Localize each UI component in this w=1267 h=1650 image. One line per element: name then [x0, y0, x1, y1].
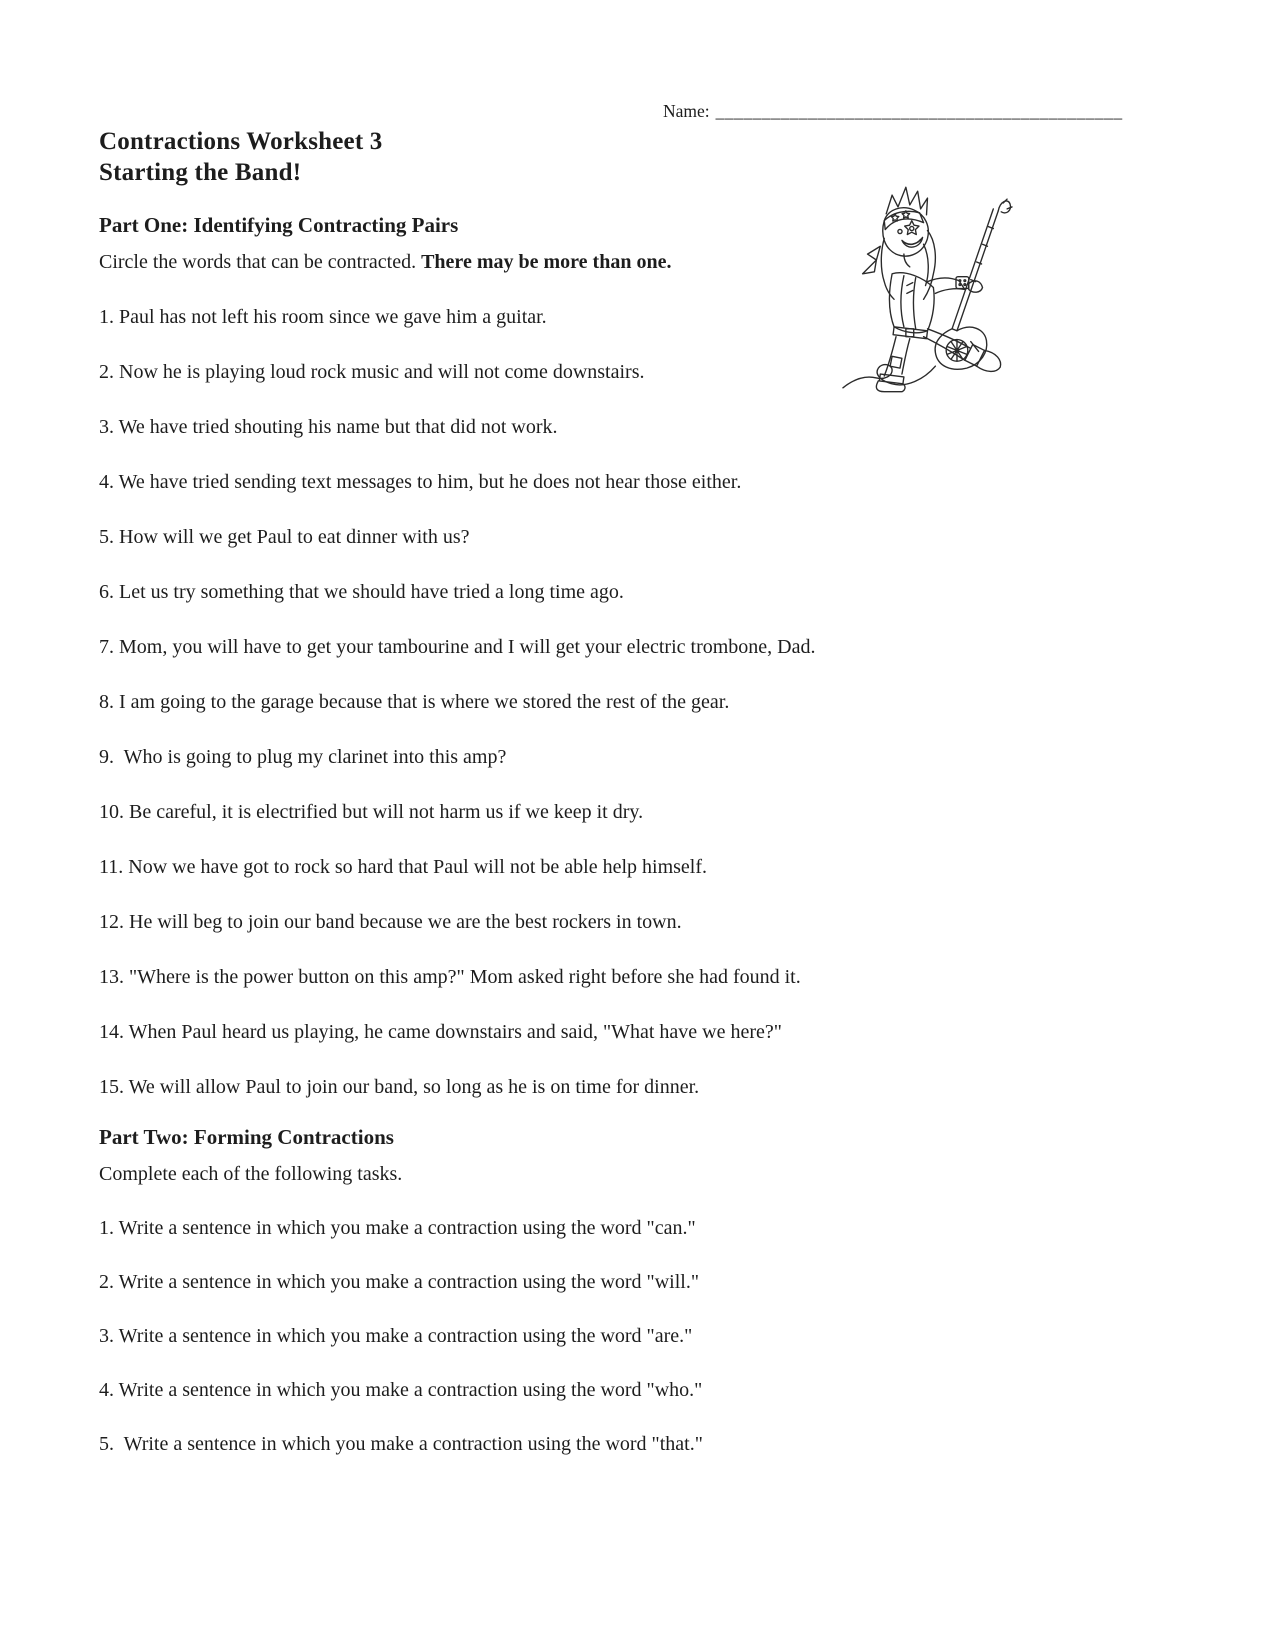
sentence-1: 1. Paul has not left his room since we gave him a guitar. — [99, 306, 547, 328]
sentence-2: 2. Now he is playing loud rock music and will not come downstairs. — [99, 361, 645, 383]
part-one-instructions — [99, 250, 1109, 274]
sentence-12: 12. He will beg to join our band because we are the best rockers in town. — [99, 911, 682, 933]
worksheet-title: Contractions Worksheet 3 — [99, 128, 383, 155]
worksheet-subtitle: Starting the Band! — [99, 159, 302, 186]
sentence-7: 7. Mom, you will have to get your tambourine and I will get your electric trombone, Dad. — [99, 636, 816, 658]
part-two-instructions: Complete each of the following tasks. — [99, 1163, 403, 1185]
name-blank-line: ____________________________________________ — [715, 101, 1123, 121]
name-row — [663, 101, 1123, 122]
instructions-emphasis: There may be more than one. — [421, 251, 672, 273]
task-3: 3. Write a sentence in which you make a contraction using the word "are." — [99, 1325, 693, 1347]
sentence-4: 4. We have tried sending text messages to him, but he does not hear those either. — [99, 471, 742, 493]
worksheet-content — [99, 126, 1109, 1456]
part-two-heading: Part Two: Forming Contractions — [99, 1125, 394, 1149]
sentence-3: 3. We have tried shouting his name but that did not work. — [99, 416, 558, 438]
sentence-13: 13. "Where is the power button on this amp?" Mom asked right before she had found it. — [99, 966, 801, 988]
name-label: Name: — [663, 101, 710, 121]
sentence-6: 6. Let us try something that we should have tried a long time ago. — [99, 581, 624, 603]
sentence-14: 14. When Paul heard us playing, he came downstairs and said, "What have we here?" — [99, 1021, 782, 1043]
task-4: 4. Write a sentence in which you make a contraction using the word "who." — [99, 1379, 703, 1401]
sentence-15: 15. We will allow Paul to join our band, so long as he is on time for dinner. — [99, 1076, 700, 1098]
sentence-9: 9. Who is going to plug my clarinet into this amp? — [99, 746, 507, 768]
sentence-8: 8. I am going to the garage because that is where we stored the rest of the gear. — [99, 691, 730, 713]
sentence-5: 5. How will we get Paul to eat dinner with us? — [99, 526, 470, 548]
sentence-10: 10. Be careful, it is electrified but will not harm us if we keep it dry. — [99, 801, 644, 823]
task-5: 5. Write a sentence in which you make a contraction using the word "that." — [99, 1433, 703, 1455]
instructions-text: Circle the words that can be contracted. — [99, 251, 422, 273]
task-1: 1. Write a sentence in which you make a contraction using the word "can." — [99, 1217, 696, 1239]
task-2: 2. Write a sentence in which you make a contraction using the word "will." — [99, 1271, 699, 1293]
sentence-11: 11. Now we have got to rock so hard that Paul will not be able help himself. — [99, 856, 708, 878]
part-one-heading: Part One: Identifying Contracting Pairs — [99, 213, 459, 237]
